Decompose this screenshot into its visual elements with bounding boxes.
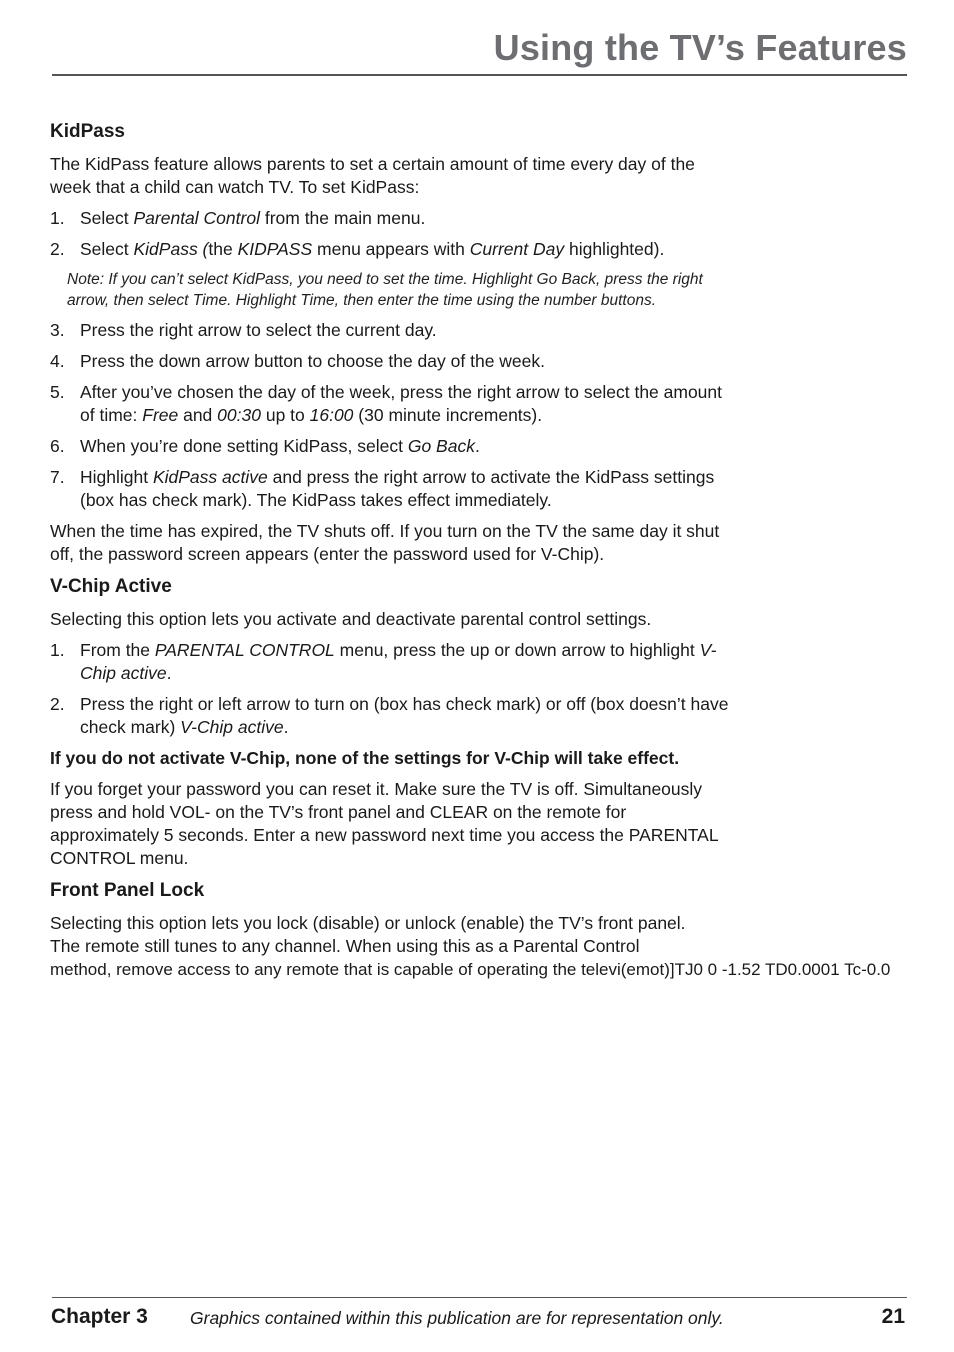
step-text: After you’ve chosen the day of the week, press the right arrow to select the amount of time:	[80, 382, 723, 425]
list-item	[50, 466, 740, 512]
step-text: Press the down arrow button to choose the day of the week.	[80, 351, 545, 371]
step-number: 2.	[50, 694, 65, 714]
step-number: 2.	[50, 239, 65, 259]
menu-term: Free	[142, 405, 179, 425]
menu-term: PARENTAL CONTROL	[154, 640, 335, 660]
front-panel-heading: Front Panel Lock	[50, 880, 205, 901]
step-number: 4.	[50, 351, 65, 371]
step-number: 1.	[50, 640, 65, 660]
step-number: 3.	[50, 320, 65, 340]
step-text: highlighted).	[564, 239, 665, 259]
step-text: (30 minute increments).	[353, 405, 543, 425]
step-text: When you’re done setting KidPass, select	[80, 436, 408, 456]
menu-term: Go Back	[407, 436, 475, 456]
menu-term: V-Chip active	[80, 640, 717, 683]
list-item	[50, 435, 740, 458]
menu-term: KidPass active	[152, 467, 268, 487]
front-panel-text	[50, 912, 891, 981]
list-item	[50, 639, 740, 685]
step-number: 7.	[50, 467, 65, 487]
step-text: Highlight	[80, 467, 153, 487]
step-number: 1.	[50, 208, 65, 228]
step-text: Press the right or left arrow to turn on (box has check mark) or off (box doesn’t have check mark)	[80, 694, 729, 737]
list-item	[50, 381, 740, 427]
step-text: and	[178, 405, 218, 425]
step-text: From the	[80, 640, 155, 660]
vchip-steps	[50, 639, 740, 739]
step-text: up to	[260, 405, 310, 425]
step-text: from the main menu.	[259, 208, 426, 228]
vchip-heading: V-Chip Active	[50, 576, 172, 597]
menu-term: 16:00	[309, 405, 354, 425]
step-text: .	[166, 663, 172, 683]
header-divider	[52, 74, 907, 76]
step-text: menu, press the up or down arrow to highlight	[334, 640, 700, 660]
kidpass-heading: KidPass	[50, 121, 125, 142]
step-text: .	[283, 717, 289, 737]
menu-term: 00:30	[217, 405, 261, 425]
step-text: .	[474, 436, 480, 456]
footer-disclaimer: Graphics contained within this publication are for representation only.	[190, 1308, 724, 1328]
vchip-warning: If you do not activate V-Chip, none of the settings for V-Chip will take effect.	[50, 748, 680, 768]
vchip-reset-instructions: If you forget your password you can reset it. Make sure the TV is off. Simultaneously press and hold VOL- on the TV’s front panel and CLEAR on the remote for approximately 5 seconds. Enter a new password next time you access the PARENTAL CONTROL menu.	[50, 779, 718, 868]
list-item	[50, 693, 740, 739]
vchip-intro: Selecting this option lets you activate and deactivate parental control settings.	[50, 609, 652, 629]
list-item	[50, 319, 740, 342]
menu-term: Current Day	[469, 239, 565, 259]
kidpass-steps-a	[50, 207, 740, 261]
step-number: 5.	[50, 382, 65, 402]
front-panel-line-1: Selecting this option lets you lock (disable) or unlock (enable) the TV’s front panel.	[50, 913, 686, 933]
menu-term: Parental Control	[133, 208, 260, 228]
list-item	[50, 350, 740, 373]
step-text: Select	[80, 239, 134, 259]
step-text: Press the right arrow to select the current day.	[80, 320, 437, 340]
step-text: menu appears with	[312, 239, 470, 259]
front-panel-line-3: method, remove access to any remote that is capable of operating the televi(emot)]TJ0 0 -1.52 TD0.0001 Tc-0.0	[50, 960, 891, 979]
kidpass-steps-b	[50, 319, 740, 512]
list-item	[50, 238, 740, 261]
menu-term: V-Chip active	[180, 717, 284, 737]
list-item	[50, 207, 740, 230]
step-number: 6.	[50, 436, 65, 456]
kidpass-note: Note: If you can’t select KidPass, you need to set the time. Highlight Go Back, press the right arrow, then select Time. Highlight Time, then enter the time using the number buttons.	[67, 271, 703, 309]
kidpass-closing: When the time has expired, the TV shuts off. If you turn on the TV the same day it shut off, the password screen appears (enter the password used for V-Chip).	[50, 521, 720, 564]
page-number: 21	[881, 1305, 905, 1328]
menu-term: KIDPASS	[237, 239, 313, 259]
page-title: Using the TV’s Features	[493, 27, 907, 68]
front-panel-line-2: The remote still tunes to any channel. When using this as a Parental Control	[50, 936, 640, 956]
chapter-label: Chapter 3	[51, 1305, 148, 1328]
footer-divider	[52, 1297, 907, 1298]
step-text: the	[208, 239, 238, 259]
kidpass-intro: The KidPass feature allows parents to set a certain amount of time every day of the week that a child can watch TV. To set KidPass:	[50, 154, 695, 197]
step-text: Select	[80, 208, 134, 228]
main-content	[50, 119, 891, 981]
step-text: and press the right arrow to activate the KidPass settings (box has check mark). The KidPass takes effect immediately.	[80, 467, 715, 510]
menu-term: KidPass (	[133, 239, 209, 259]
